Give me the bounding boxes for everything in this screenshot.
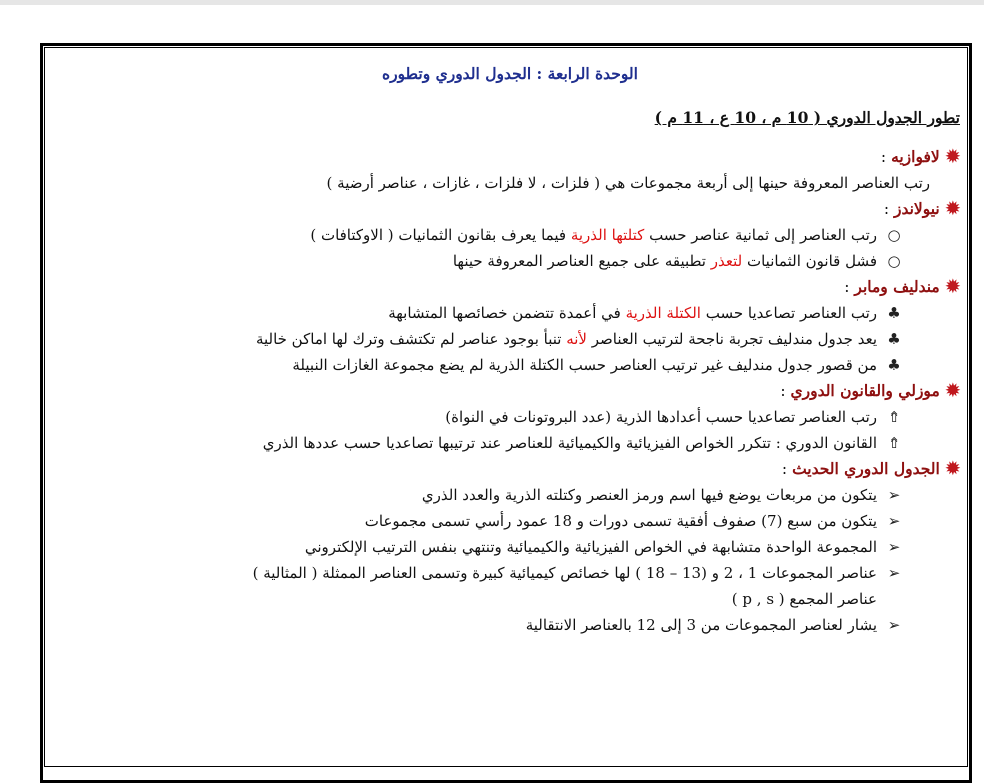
list-item — [60, 222, 960, 248]
item-text: فشل قانون الثمانيات — [742, 252, 877, 270]
item-text: رتب العناصر المعروفة حينها إلى أربعة مجموعات هي ( فلزات ، لا فلزات ، غازات ، عناصر أرضية ) — [326, 174, 930, 192]
highlighted-text: لتعذر — [710, 252, 743, 270]
list-bullet-icon: ➢ — [887, 512, 901, 530]
star-bullet-icon: ✹ — [945, 459, 960, 479]
section-heading-text: نيولاندز — [893, 199, 940, 218]
section-heading-colon: : — [781, 460, 793, 478]
star-bullet-icon: ✹ — [945, 277, 960, 297]
list-bullet-icon: ➢ — [887, 616, 901, 634]
list-item — [60, 508, 960, 534]
section-heading-colon: : — [844, 278, 855, 296]
list-item — [60, 170, 960, 196]
list-bullet-icon: ♣ — [887, 330, 901, 348]
item-text: يعد جدول مندليف تجربة ناجحة لترتيب العناصر — [587, 330, 877, 348]
list-item — [60, 326, 960, 352]
item-text: تنبأ بوجود عناصر لم تكتشف وترك لها اماكن خالية — [255, 330, 567, 348]
section-heading — [60, 144, 960, 170]
list-item — [60, 560, 960, 586]
item-text: عناصر المجموعات 1 ، 2 و (13 – 18 ) لها خصائص كيميائية كبيرة وتسمى العناصر الممثلة ( المثالية ) — [252, 564, 877, 582]
list-item-continuation: عناصر المجمع ( p , s ) — [731, 590, 877, 608]
list-item — [60, 430, 960, 456]
list-bullet-icon: ⇮ — [887, 434, 901, 452]
list-bullet-icon: ➢ — [887, 538, 901, 556]
list-bullet-icon: ➢ — [887, 486, 901, 504]
list-bullet-icon: ♣ — [887, 356, 901, 374]
section-heading-text: لافوازيه — [891, 147, 940, 166]
item-text: من قصور جدول مندليف غير ترتيب العناصر حسب الكتلة الذرية لم يضع مجموعة الغازات النبيلة — [292, 356, 877, 374]
list-item — [60, 482, 960, 508]
section-heading-colon: : — [780, 382, 791, 400]
list-bullet-icon: ♣ — [887, 304, 901, 322]
list-item — [60, 534, 960, 560]
star-bullet-icon: ✹ — [945, 199, 960, 219]
item-text: يتكون من سبع (7) صفوف أفقية تسمى دورات و 18 عمود رأسي تسمى مجموعات — [364, 512, 877, 530]
list-bullet-icon: ⇮ — [887, 408, 901, 426]
list-bullet-icon: ○ — [887, 252, 901, 270]
section-heading — [60, 196, 960, 222]
list-item — [60, 352, 960, 378]
star-bullet-icon: ✹ — [945, 147, 960, 167]
list-item — [60, 300, 960, 326]
sections-container — [60, 144, 960, 638]
section-heading — [60, 456, 960, 482]
item-text: فيما يعرف بقانون الثمانيات ( الاوكتافات ) — [310, 226, 571, 244]
section-heading-text: موزلي والقانون الدوري — [790, 381, 940, 400]
document-body — [60, 52, 960, 638]
section-heading — [60, 274, 960, 300]
list-bullet-icon: ➢ — [887, 564, 901, 582]
lesson-subtitle: تطور الجدول الدوري ( 10 م ، 10 ع ، 11 م ) — [654, 108, 960, 127]
star-bullet-icon: ✹ — [945, 381, 960, 401]
item-text: المجموعة الواحدة متشابهة في الخواص الفيزيائية والكيميائية وتنتهي بنفس الترتيب الإلكتروني — [304, 538, 877, 556]
list-item — [60, 404, 960, 430]
item-text: يتكون من مربعات يوضع فيها اسم ورمز العنصر وكتلته الذرية والعدد الذري — [421, 486, 877, 504]
section-heading-colon: : — [880, 148, 892, 166]
list-bullet-icon: ○ — [887, 226, 901, 244]
section-heading-colon: : — [883, 200, 894, 218]
item-text: رتب العناصر تصاعديا حسب أعدادها الذرية (عدد البروتونات في النواة) — [445, 408, 877, 426]
item-text: يشار لعناصر المجموعات من 3 إلى 12 بالعناصر الانتقالية — [525, 616, 877, 634]
highlighted-text: لأنه — [566, 330, 587, 348]
item-text: القانون الدوري : تتكرر الخواص الفيزيائية والكيميائية للعناصر عند ترتيبها تصاعديا حسب عددها الذري — [262, 434, 877, 452]
section-heading-text: الجدول الدوري الحديث — [792, 459, 940, 478]
list-item — [60, 612, 960, 638]
item-text: تطبيقه على جميع العناصر المعروفة حينها — [452, 252, 711, 270]
highlighted-text: كتلتها الذرية — [570, 226, 645, 244]
item-text: في أعمدة تتضمن خصائصها المتشابهة — [388, 304, 626, 322]
section-heading — [60, 378, 960, 404]
section-heading-text: مندليف ومابر — [854, 277, 940, 296]
unit-title: الوحدة الرابعة : الجدول الدوري وتطوره — [382, 64, 638, 83]
item-text: رتب العناصر تصاعديا حسب — [700, 304, 877, 322]
highlighted-text: الكتلة الذرية — [625, 304, 701, 322]
list-item — [60, 248, 960, 274]
window-top-strip — [0, 0, 984, 5]
item-text: رتب العناصر إلى ثمانية عناصر حسب — [644, 226, 877, 244]
